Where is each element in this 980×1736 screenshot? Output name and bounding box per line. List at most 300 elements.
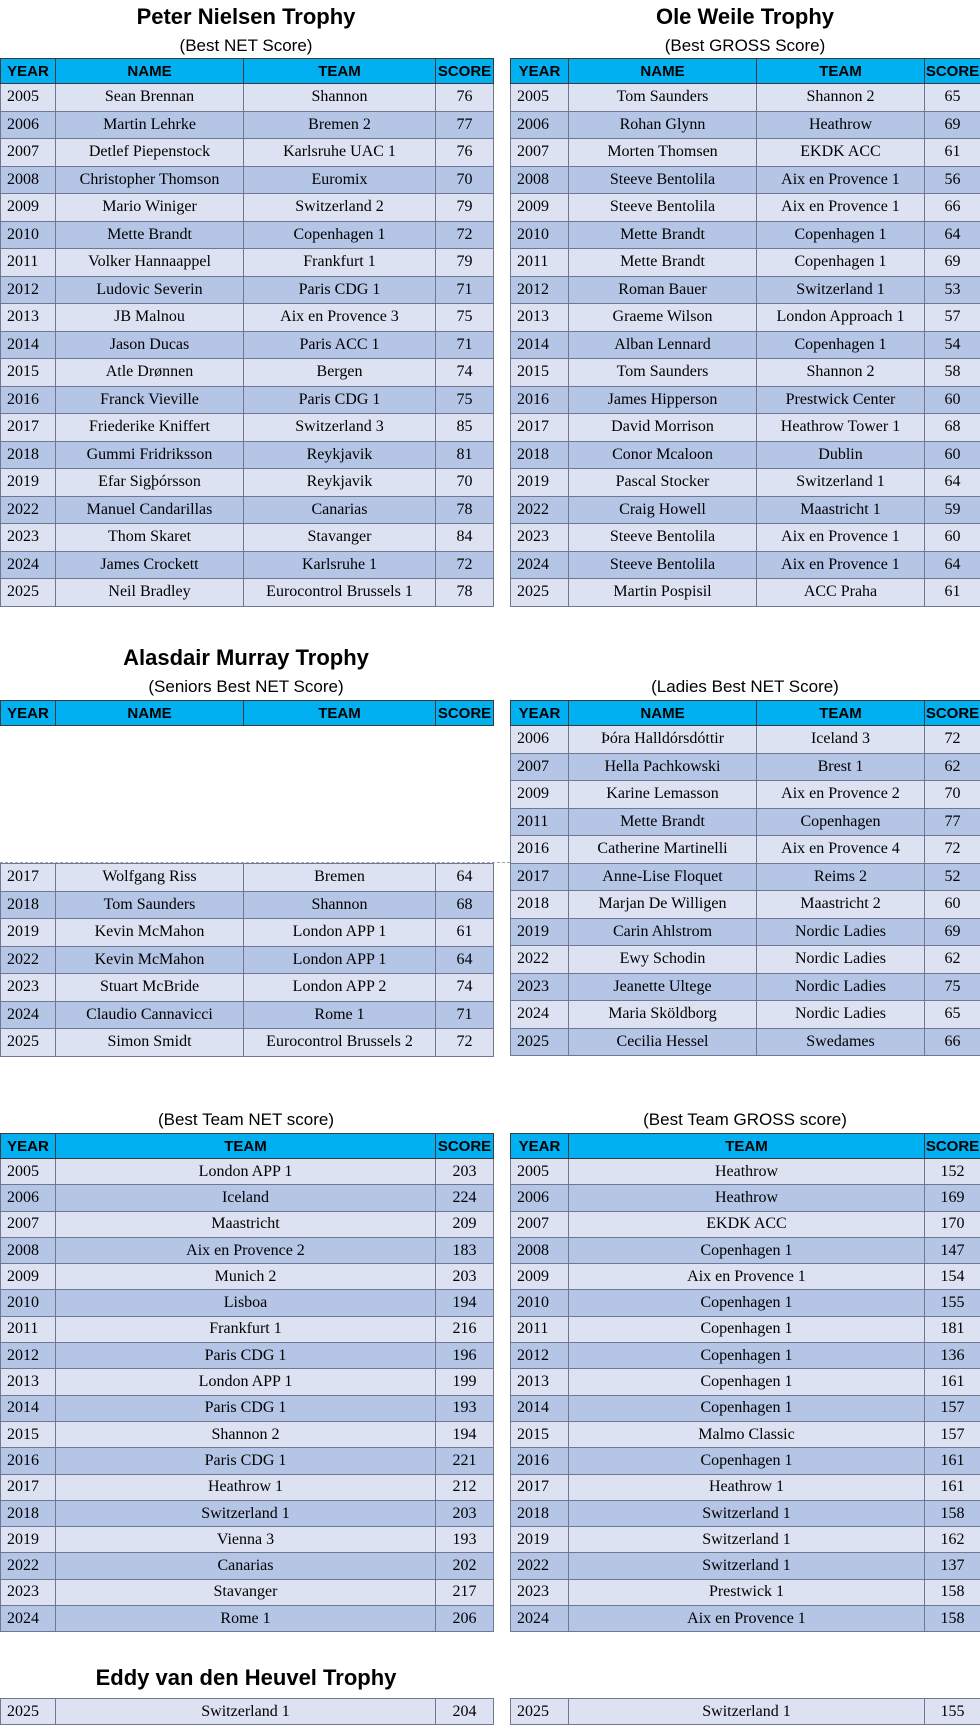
table-row: [511, 359, 980, 387]
score-cell: 79: [436, 194, 494, 222]
table-row: [1, 1369, 494, 1395]
alasdair-murray-table: [0, 863, 494, 1057]
year-cell: 2010: [511, 221, 569, 249]
score-cell: 59: [925, 496, 980, 524]
team-cell: Bergen: [244, 359, 436, 387]
table-row: [511, 1316, 980, 1342]
year-cell: 2017: [1, 414, 56, 442]
team-cell: Munich 2: [56, 1264, 436, 1290]
name-cell: Claudio Cannavicci: [56, 1001, 244, 1029]
year-cell: 2017: [1, 864, 56, 892]
year-cell: 2025: [511, 579, 569, 607]
score-cell: 209: [436, 1211, 494, 1237]
col-name: NAME: [56, 701, 244, 726]
score-cell: 77: [925, 808, 980, 836]
name-cell: Martin Lehrke: [56, 111, 244, 139]
team-cell: Frankfurt 1: [244, 249, 436, 277]
team-cell: Swedames: [757, 1028, 925, 1056]
team-cell: Karlsruhe UAC 1: [244, 139, 436, 167]
table-row: [511, 1264, 980, 1290]
year-cell: 2018: [511, 891, 569, 919]
table-row: [1, 1290, 494, 1316]
score-cell: 56: [925, 166, 980, 194]
table-row: [1, 139, 494, 167]
table-row: [1, 441, 494, 469]
year-cell: 2008: [511, 1237, 569, 1263]
team-net-subtitle: (Best Team NET score): [157, 1110, 335, 1129]
year-cell: 2023: [1, 1579, 56, 1605]
team-cell: Paris CDG 1: [56, 1395, 436, 1421]
table-row: [511, 918, 980, 946]
year-cell: 2005: [511, 1159, 569, 1185]
name-cell: Tom Saunders: [569, 84, 757, 112]
year-cell: 2009: [511, 1264, 569, 1290]
team-cell: London APP 2: [244, 974, 436, 1002]
score-cell: 161: [925, 1369, 980, 1395]
score-cell: 155: [925, 1699, 980, 1725]
team-cell: Copenhagen 1: [244, 221, 436, 249]
table-row: [511, 469, 980, 497]
name-cell: Carin Ahlstrom: [569, 918, 757, 946]
team-cell: Nordic Ladies: [757, 946, 925, 974]
eddy-gross-table: [510, 1698, 980, 1725]
team-cell: London APP 1: [56, 1369, 436, 1395]
peter-nielsen-title: Peter Nielsen Trophy: [136, 4, 356, 29]
score-cell: 75: [436, 386, 494, 414]
table-row: [511, 194, 980, 222]
team-cell: Frankfurt 1: [56, 1316, 436, 1342]
score-cell: 158: [925, 1606, 980, 1632]
name-cell: David Morrison: [569, 414, 757, 442]
score-cell: 64: [436, 864, 494, 892]
name-cell: Friederike Kniffert: [56, 414, 244, 442]
team-cell: Switzerland 3: [244, 414, 436, 442]
year-cell: 2011: [511, 808, 569, 836]
name-cell: Hella Pachkowski: [569, 753, 757, 781]
table-row: [1, 221, 494, 249]
table-row: [511, 1395, 980, 1421]
table-row: [511, 973, 980, 1001]
score-cell: 161: [925, 1448, 980, 1474]
team-cell: Prestwick 1: [569, 1579, 925, 1605]
score-cell: 65: [925, 84, 980, 112]
year-cell: 2012: [511, 1343, 569, 1369]
score-cell: 61: [925, 579, 980, 607]
score-cell: 69: [925, 249, 980, 277]
year-cell: 2022: [511, 946, 569, 974]
team-cell: Reykjavik: [244, 441, 436, 469]
year-cell: 2009: [1, 194, 56, 222]
table-row: [1, 919, 494, 947]
score-cell: 196: [436, 1343, 494, 1369]
team-cell: Iceland: [56, 1185, 436, 1211]
table-row: [511, 836, 980, 864]
year-cell: 2017: [1, 1474, 56, 1500]
team-cell: Lisboa: [56, 1290, 436, 1316]
year-cell: 2016: [511, 386, 569, 414]
team-cell: Euromix: [244, 166, 436, 194]
score-cell: 71: [436, 331, 494, 359]
team-cell: Copenhagen 1: [569, 1369, 925, 1395]
table-row: [511, 276, 980, 304]
year-cell: 2011: [1, 249, 56, 277]
eddy-heuvel-title: Eddy van den Heuvel Trophy: [95, 1665, 397, 1690]
table-row: [511, 863, 980, 891]
team-cell: Copenhagen: [757, 808, 925, 836]
score-cell: 84: [436, 524, 494, 552]
name-cell: Manuel Candarillas: [56, 496, 244, 524]
col-name: NAME: [569, 701, 757, 726]
table-row: [1, 84, 494, 112]
score-cell: 78: [436, 496, 494, 524]
table-row: [1, 166, 494, 194]
table-row: [511, 1553, 980, 1579]
team-cell: Paris CDG 1: [244, 386, 436, 414]
score-cell: 77: [436, 111, 494, 139]
table-row: [1, 1500, 494, 1526]
team-cell: Prestwick Center: [757, 386, 925, 414]
score-cell: 154: [925, 1264, 980, 1290]
team-cell: Canarias: [56, 1553, 436, 1579]
score-cell: 69: [925, 918, 980, 946]
name-cell: James Hipperson: [569, 386, 757, 414]
table-row: [1, 974, 494, 1002]
team-cell: London APP 1: [244, 919, 436, 947]
year-cell: 2023: [511, 973, 569, 1001]
table-row: [1, 276, 494, 304]
year-cell: 2015: [1, 359, 56, 387]
name-cell: Pascal Stocker: [569, 469, 757, 497]
team-cell: Brest 1: [757, 753, 925, 781]
col-team: TEAM: [244, 59, 436, 84]
team-cell: Switzerland 2: [244, 194, 436, 222]
year-cell: 2015: [1, 1421, 56, 1447]
table-row: [1, 1606, 494, 1632]
year-cell: 2007: [511, 139, 569, 167]
table-row: [1, 1553, 494, 1579]
year-cell: 2016: [1, 386, 56, 414]
team-cell: Aix en Provence 3: [244, 304, 436, 332]
name-cell: Simon Smidt: [56, 1029, 244, 1057]
year-cell: 2016: [1, 1448, 56, 1474]
score-cell: 64: [925, 551, 980, 579]
team-cell: Aix en Provence 4: [757, 836, 925, 864]
table-row: [1, 386, 494, 414]
name-cell: Steeve Bentolila: [569, 551, 757, 579]
score-cell: 193: [436, 1527, 494, 1553]
team-cell: Eurocontrol Brussels 2: [244, 1029, 436, 1057]
table-row: [511, 249, 980, 277]
table-row: [511, 1211, 980, 1237]
team-cell: London APP 1: [56, 1159, 436, 1185]
team-cell: Copenhagen 1: [569, 1237, 925, 1263]
team-cell: Rome 1: [56, 1606, 436, 1632]
year-cell: 2012: [511, 276, 569, 304]
team-cell: Paris ACC 1: [244, 331, 436, 359]
team-cell: ACC Praha: [757, 579, 925, 607]
table-row: [511, 1421, 980, 1447]
col-team: TEAM: [757, 59, 925, 84]
col-year: YEAR: [1, 1134, 56, 1159]
table-row: [1, 1211, 494, 1237]
table-row: [1, 469, 494, 497]
score-cell: 199: [436, 1369, 494, 1395]
team-cell: Rome 1: [244, 1001, 436, 1029]
name-cell: Wolfgang Riss: [56, 864, 244, 892]
col-year: YEAR: [1, 701, 56, 726]
table-row: [1, 1527, 494, 1553]
team-cell: Copenhagen 1: [757, 331, 925, 359]
name-cell: Gummi Fridriksson: [56, 441, 244, 469]
table-row: [511, 84, 980, 112]
table-row: [511, 579, 980, 607]
table-row: [1, 1343, 494, 1369]
ole-weile-subtitle: (Best GROSS Score): [664, 36, 826, 55]
score-cell: 155: [925, 1290, 980, 1316]
alasdair-murray-subtitle: (Seniors Best NET Score): [148, 677, 344, 696]
team-cell: Copenhagen 1: [757, 249, 925, 277]
team-cell: Bremen 2: [244, 111, 436, 139]
team-cell: Shannon 2: [56, 1421, 436, 1447]
score-cell: 60: [925, 524, 980, 552]
year-cell: 2017: [511, 863, 569, 891]
name-cell: Detlef Piepenstock: [56, 139, 244, 167]
team-cell: Paris CDG 1: [56, 1343, 436, 1369]
table-row: [1, 1316, 494, 1342]
year-cell: 2022: [1, 946, 56, 974]
year-cell: 2024: [1, 551, 56, 579]
table-row: [511, 331, 980, 359]
year-cell: 2014: [511, 1395, 569, 1421]
score-cell: 203: [436, 1500, 494, 1526]
table-row: [511, 1500, 980, 1526]
table-row: [511, 1606, 980, 1632]
table-row: [1, 1159, 494, 1185]
col-score: SCORE: [925, 1134, 980, 1159]
score-cell: 81: [436, 441, 494, 469]
score-cell: 70: [925, 781, 980, 809]
team-cell: Copenhagen 1: [569, 1343, 925, 1369]
year-cell: 2011: [511, 1316, 569, 1342]
year-cell: 2014: [511, 331, 569, 359]
name-cell: Maria Sköldborg: [569, 1001, 757, 1029]
table-row: [1, 1699, 494, 1725]
name-cell: Atle Drønnen: [56, 359, 244, 387]
table-row: [511, 1185, 980, 1211]
year-cell: 2009: [511, 781, 569, 809]
team-cell: Karlsruhe 1: [244, 551, 436, 579]
table-row: [1, 864, 494, 892]
table-row: [1, 194, 494, 222]
score-cell: 76: [436, 139, 494, 167]
score-cell: 71: [436, 276, 494, 304]
team-cell: Aix en Provence 1: [569, 1264, 925, 1290]
year-cell: 2005: [1, 1159, 56, 1185]
ole-weile-title: Ole Weile Trophy: [655, 4, 835, 29]
col-score: SCORE: [925, 701, 980, 726]
score-cell: 183: [436, 1237, 494, 1263]
score-cell: 206: [436, 1606, 494, 1632]
team-cell: Copenhagen 1: [569, 1448, 925, 1474]
year-cell: 2005: [1, 84, 56, 112]
score-cell: 62: [925, 946, 980, 974]
table-row: [1, 1395, 494, 1421]
table-row: [511, 166, 980, 194]
year-cell: 2015: [511, 359, 569, 387]
score-cell: 147: [925, 1237, 980, 1263]
score-cell: 60: [925, 891, 980, 919]
name-cell: Christopher Thomson: [56, 166, 244, 194]
name-cell: Neil Bradley: [56, 579, 244, 607]
table-row: [511, 1527, 980, 1553]
name-cell: James Crockett: [56, 551, 244, 579]
team-cell: Shannon 2: [757, 359, 925, 387]
table-row: [511, 1369, 980, 1395]
team-cell: EKDK ACC: [569, 1211, 925, 1237]
year-cell: 2025: [511, 1699, 569, 1725]
col-year: YEAR: [511, 59, 569, 84]
team-cell: London APP 1: [244, 946, 436, 974]
col-score: SCORE: [436, 701, 494, 726]
table-row: [511, 1579, 980, 1605]
year-cell: 2010: [511, 1290, 569, 1316]
col-team: TEAM: [757, 701, 925, 726]
score-cell: 194: [436, 1290, 494, 1316]
score-cell: 162: [925, 1527, 980, 1553]
year-cell: 2023: [1, 524, 56, 552]
name-cell: Conor Mcaloon: [569, 441, 757, 469]
table-row: [1, 891, 494, 919]
score-cell: 76: [436, 84, 494, 112]
score-cell: 216: [436, 1316, 494, 1342]
team-cell: Aix en Provence 1: [757, 194, 925, 222]
year-cell: 2010: [1, 221, 56, 249]
name-cell: Anne-Lise Floquet: [569, 863, 757, 891]
team-cell: Reims 2: [757, 863, 925, 891]
table-row: [1, 1264, 494, 1290]
peter-nielsen-subtitle: (Best NET Score): [179, 36, 313, 55]
score-cell: 157: [925, 1395, 980, 1421]
year-cell: 2015: [511, 1421, 569, 1447]
score-cell: 69: [925, 111, 980, 139]
name-cell: Tom Saunders: [56, 891, 244, 919]
name-cell: Steeve Bentolila: [569, 166, 757, 194]
col-team: TEAM: [569, 1134, 925, 1159]
year-cell: 2024: [511, 1606, 569, 1632]
year-cell: 2019: [1, 469, 56, 497]
score-cell: 54: [925, 331, 980, 359]
col-team: TEAM: [244, 701, 436, 726]
score-cell: 72: [436, 221, 494, 249]
year-cell: 2007: [511, 753, 569, 781]
year-cell: 2017: [511, 414, 569, 442]
score-cell: 204: [436, 1699, 494, 1725]
year-cell: 2012: [1, 1343, 56, 1369]
team-cell: Heathrow: [569, 1185, 925, 1211]
col-score: SCORE: [436, 1134, 494, 1159]
name-cell: Marjan De Willigen: [569, 891, 757, 919]
ladies-subtitle: (Ladies Best NET Score): [651, 677, 839, 696]
name-cell: Kevin McMahon: [56, 919, 244, 947]
table-row: [511, 781, 980, 809]
table-row: [1, 579, 494, 607]
name-cell: Franck Vieville: [56, 386, 244, 414]
table-row: [1, 331, 494, 359]
name-cell: Catherine Martinelli: [569, 836, 757, 864]
table-row: [1, 1579, 494, 1605]
score-cell: 181: [925, 1316, 980, 1342]
name-cell: Jeanette Ultege: [569, 973, 757, 1001]
col-name: NAME: [56, 59, 244, 84]
table-row: [1, 1421, 494, 1447]
team-cell: Eurocontrol Brussels 1: [244, 579, 436, 607]
score-cell: 53: [925, 276, 980, 304]
table-row: [1, 1029, 494, 1057]
name-cell: Efar Sigþórsson: [56, 469, 244, 497]
year-cell: 2010: [1, 1290, 56, 1316]
name-cell: Thom Skaret: [56, 524, 244, 552]
score-cell: 68: [436, 891, 494, 919]
score-cell: 57: [925, 304, 980, 332]
score-cell: 78: [436, 579, 494, 607]
score-cell: 202: [436, 1553, 494, 1579]
team-cell: Paris CDG 1: [244, 276, 436, 304]
col-score: SCORE: [925, 59, 980, 84]
year-cell: 2017: [511, 1474, 569, 1500]
score-cell: 72: [436, 1029, 494, 1057]
score-cell: 203: [436, 1159, 494, 1185]
score-cell: 193: [436, 1395, 494, 1421]
team-cell: London Approach 1: [757, 304, 925, 332]
name-cell: Ludovic Severin: [56, 276, 244, 304]
year-cell: 2018: [1, 891, 56, 919]
score-cell: 70: [436, 469, 494, 497]
score-cell: 72: [436, 551, 494, 579]
name-cell: Mette Brandt: [56, 221, 244, 249]
team-cell: Malmo Classic: [569, 1421, 925, 1447]
name-cell: Jason Ducas: [56, 331, 244, 359]
year-cell: 2024: [1, 1001, 56, 1029]
score-cell: 85: [436, 414, 494, 442]
score-cell: 152: [925, 1159, 980, 1185]
team-cell: Dublin: [757, 441, 925, 469]
score-cell: 203: [436, 1264, 494, 1290]
ole-weile-table: [510, 58, 980, 607]
score-cell: 52: [925, 863, 980, 891]
score-cell: 194: [436, 1421, 494, 1447]
score-cell: 217: [436, 1579, 494, 1605]
year-cell: 2023: [511, 524, 569, 552]
alasdair-murray-title: Alasdair Murray Trophy: [123, 645, 369, 670]
table-row: [511, 726, 980, 754]
table-row: [1, 414, 494, 442]
team-cell: Aix en Provence 2: [56, 1237, 436, 1263]
score-cell: 71: [436, 1001, 494, 1029]
table-row: [511, 946, 980, 974]
name-cell: Roman Bauer: [569, 276, 757, 304]
score-cell: 158: [925, 1500, 980, 1526]
score-cell: 161: [925, 1474, 980, 1500]
table-row: [1, 359, 494, 387]
score-cell: 75: [925, 973, 980, 1001]
year-cell: 2007: [1, 1211, 56, 1237]
year-cell: 2009: [1, 1264, 56, 1290]
score-cell: 72: [925, 726, 980, 754]
year-cell: 2019: [1, 1527, 56, 1553]
team-cell: Copenhagen 1: [757, 221, 925, 249]
table-row: [511, 1474, 980, 1500]
team-cell: Switzerland 1: [569, 1553, 925, 1579]
